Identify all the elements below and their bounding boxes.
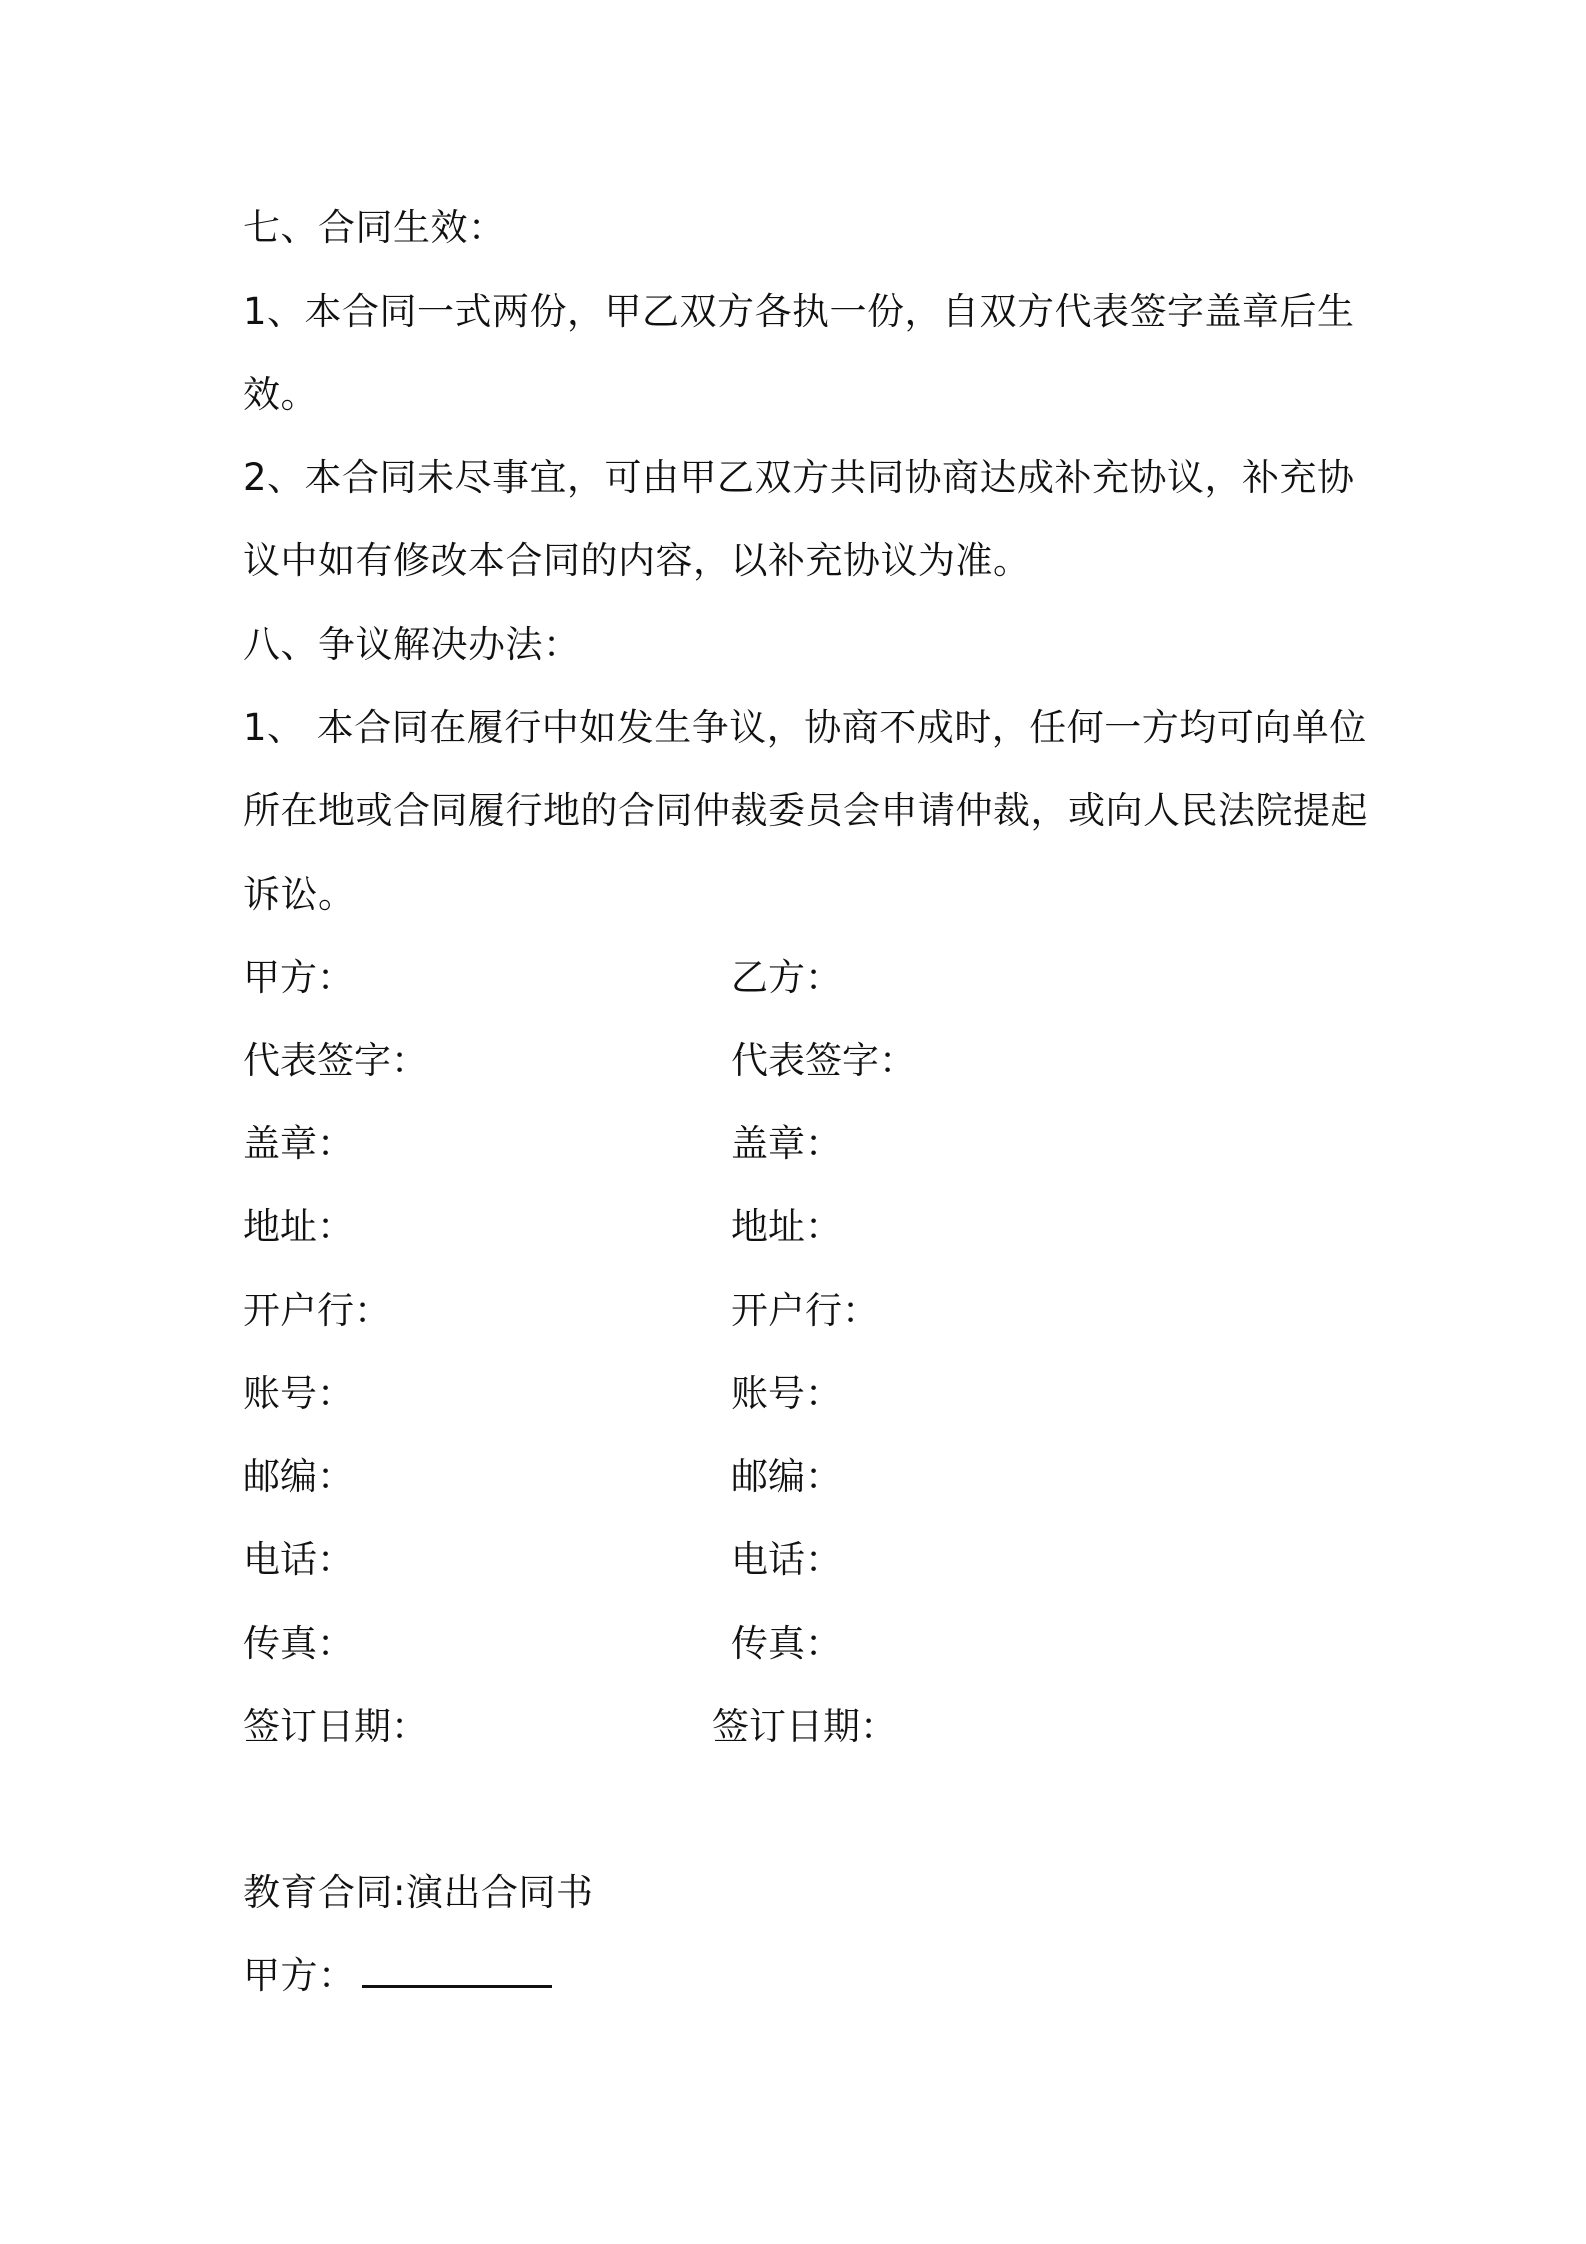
next-contract-party-a-label: 甲方： [243,1954,356,1997]
party-a-signature-label: 代表签字： [243,1039,428,1082]
section8-item1-line1: 1、 本合同在履行中如发生争议，协商不成时，任何一方均可向单位 [243,706,1367,749]
party-b-date-label: 签订日期： [712,1705,897,1748]
party-a-address-label: 地址： [243,1205,354,1248]
section7-item2-line1: 2、本合同未尽事宜，可由甲乙双方共同协商达成补充协议，补充协 [243,456,1355,499]
section7-item1-line2: 效。 [243,373,318,416]
party-b-postcode-label: 邮编： [731,1455,842,1498]
party-b-address-label: 地址： [731,1205,842,1248]
section8-item1-line3: 诉讼。 [243,873,356,916]
party-a-seal-label: 盖章： [243,1122,354,1165]
party-a-bank-label: 开户行： [243,1289,391,1332]
party-a-date-label: 签订日期： [243,1705,428,1748]
party-a-postcode-label: 邮编： [243,1455,354,1498]
party-b-name-label: 乙方： [731,956,842,999]
party-b-signature-label: 代表签字： [731,1039,916,1082]
party-a-blank-line [362,1951,552,1988]
party-a-name-label: 甲方： [243,956,354,999]
party-b-seal-label: 盖章： [731,1122,842,1165]
party-a-account-label: 账号： [243,1372,354,1415]
next-contract-party-a [243,1951,552,2001]
party-a-phone-label: 电话： [243,1538,354,1581]
party-b-bank-label: 开户行： [731,1289,879,1332]
party-a-fax-label: 传真： [243,1622,354,1665]
section7-heading: 七、合同生效： [243,206,506,249]
party-b-fax-label: 传真： [731,1622,842,1665]
party-b-phone-label: 电话： [731,1538,842,1581]
party-b-account-label: 账号： [731,1372,842,1415]
section8-item1-line2: 所在地或合同履行地的合同仲裁委员会申请仲裁，或向人民法院提起 [243,789,1368,832]
section7-item1-line1: 1、本合同一式两份，甲乙双方各执一份，自双方代表签字盖章后生 [243,290,1355,333]
next-contract-title: 教育合同:演出合同书 [243,1871,594,1914]
section7-item2-line2: 议中如有修改本合同的内容，以补充协议为准。 [243,539,1031,582]
section8-heading: 八、争议解决办法： [243,623,581,666]
